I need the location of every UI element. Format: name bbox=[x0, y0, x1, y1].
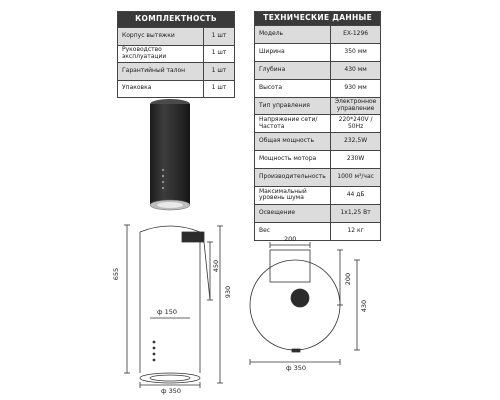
dim-top-offset: 200 bbox=[344, 272, 353, 286]
dim-side-total: 655 bbox=[112, 267, 121, 281]
table-row: Ширина 350 мм bbox=[255, 43, 381, 61]
dim-side-outlet: ф 150 bbox=[157, 308, 178, 316]
dim-top-width: 200 bbox=[284, 235, 297, 243]
dim-top-depth: 430 bbox=[360, 299, 369, 313]
table-row: Вес 12 кг bbox=[255, 222, 381, 240]
table-row: Производительность 1000 м³/час bbox=[255, 169, 381, 187]
table-row: Напряжение сети/ Частота 220*240V / 50Hz bbox=[255, 115, 381, 133]
table-row: Глубина 430 мм bbox=[255, 61, 381, 79]
specs-title: ТЕХНИЧЕСКИЕ ДАННЫЕ bbox=[255, 12, 381, 26]
table-row: Корпус вытяжки 1 шт bbox=[118, 28, 235, 46]
table-row: Руководство эксплуатации 1 шт bbox=[118, 45, 235, 63]
hood-photo bbox=[150, 99, 190, 210]
table-row: Мощность мотора 230W bbox=[255, 151, 381, 169]
top-view-drawing bbox=[250, 242, 360, 365]
dim-side-width: ф 350 bbox=[161, 387, 182, 395]
dim-side-upper: 450 bbox=[212, 259, 221, 273]
table-row: Общая мощность 232,5W bbox=[255, 133, 381, 151]
table-row: Гарантийный талон 1 шт bbox=[118, 63, 235, 81]
table-row: Упаковка 1 шт bbox=[118, 80, 235, 98]
table-row: Модель EX-1296 bbox=[255, 26, 381, 44]
dim-top-diameter: ф 350 bbox=[286, 364, 307, 372]
kit-title: КОМПЛЕКТНОСТЬ bbox=[118, 12, 235, 28]
table-row: Освещение 1х1,25 Вт bbox=[255, 204, 381, 222]
table-row: Тип управления Электронное управление bbox=[255, 97, 381, 115]
dim-side-height: 930 bbox=[224, 285, 233, 299]
table-row: Максимальный уровень шума 44 дБ bbox=[255, 187, 381, 205]
side-view-drawing bbox=[124, 225, 223, 388]
table-row: Высота 930 мм bbox=[255, 79, 381, 97]
